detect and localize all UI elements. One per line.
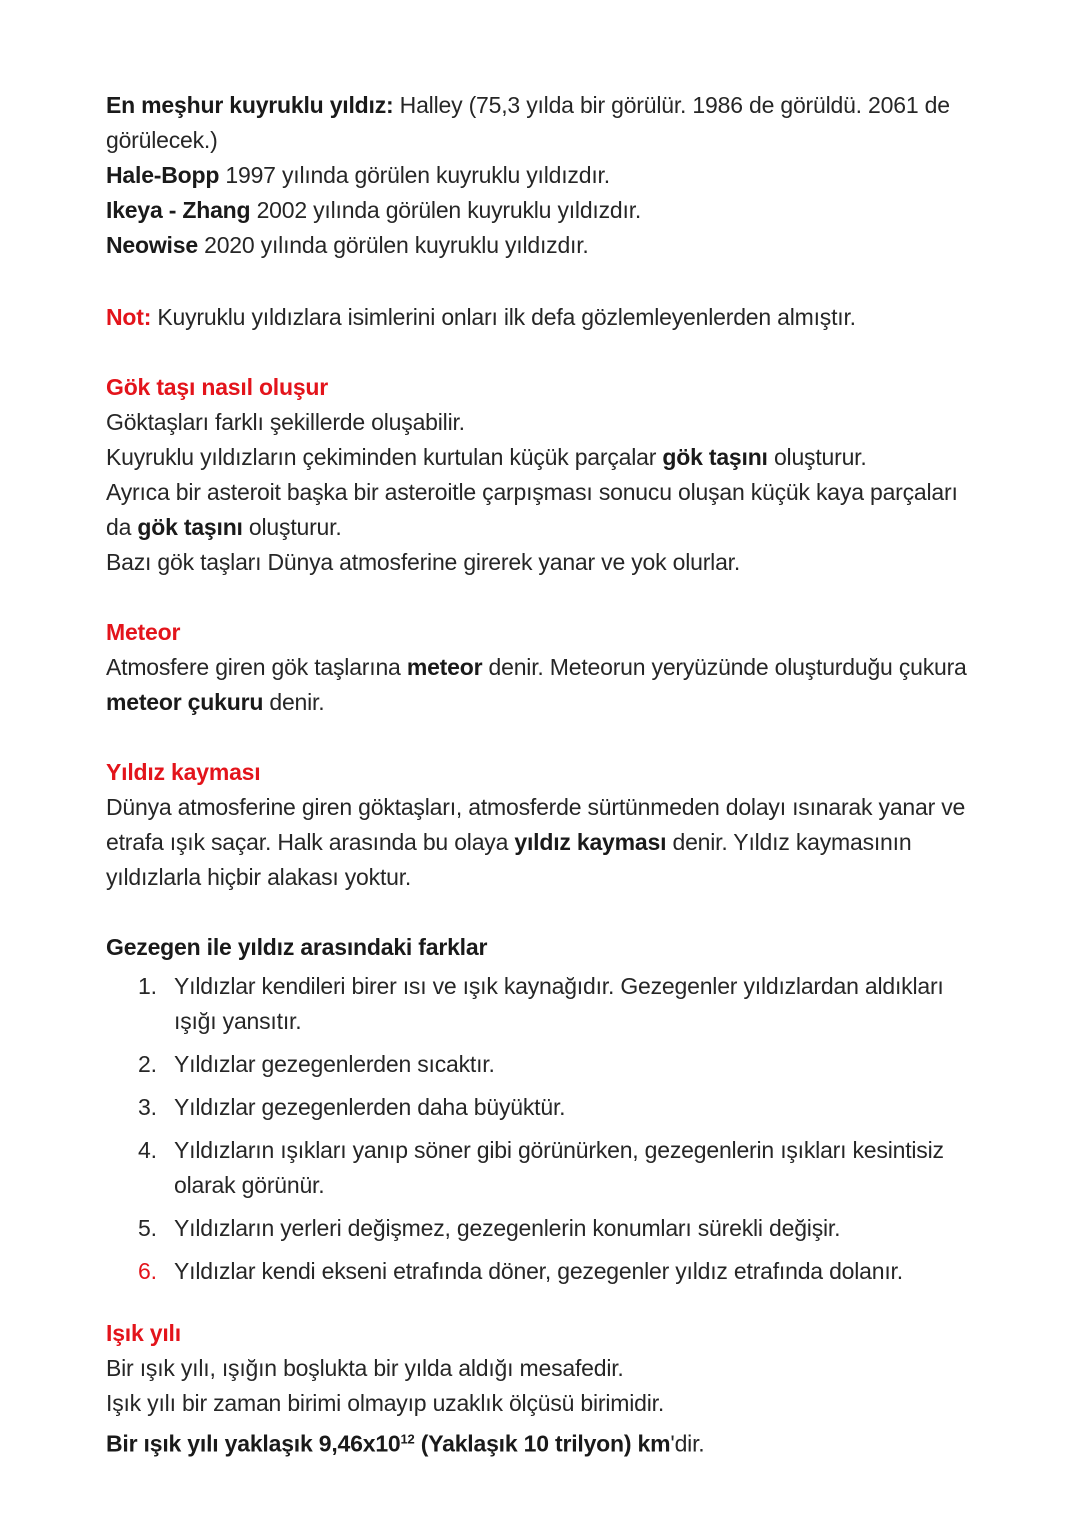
note-text: Kuyruklu yıldızlara isimlerini onları ilk defa gözlemleyenlerden almıştır. (151, 304, 856, 330)
bold-term: meteor (406, 654, 483, 680)
list-text: Yıldızlar kendi ekseni etrafında döner, gezegenler yıldız etrafında dolanır. (174, 1258, 903, 1284)
text-run: denir. Meteorun yeryüzünde oluşturduğu çukura (482, 654, 967, 680)
paragraph-line: Bazı gök taşları Dünya atmosferine girerek yanar ve yok olurlar. (106, 549, 741, 575)
bold-term: meteor çukuru (106, 689, 264, 715)
comet-line (106, 158, 986, 193)
differences-list (106, 969, 986, 1289)
paragraph-line: Bir ışık yılı, ışığın boşlukta bir yılda aldığı mesafedir. (106, 1355, 624, 1381)
document-body (106, 88, 986, 1462)
section-heading-differences: Gezegen ile yıldız arasındaki farklar (106, 934, 488, 960)
text-run: denir. (263, 689, 325, 715)
famous-comet-text: Halley (75,3 yılda bir görülür. 1986 de görüldü. 2061 de görülecek.) (106, 92, 950, 153)
text-run: Atmosfere giren gök taşlarına (106, 654, 407, 680)
paragraph-line (106, 440, 986, 475)
list-text: Yıldızlar gezegenlerden sıcaktır. (174, 1051, 495, 1077)
list-number: 5. (138, 1215, 157, 1241)
comet-name: Neowise (106, 232, 198, 258)
text-run: oluşturur. (767, 444, 867, 470)
list-number: 4. (138, 1137, 157, 1163)
bold-term: gök taşını (662, 444, 768, 470)
list-item (106, 1133, 986, 1203)
bold-term: (Yaklaşık 10 trilyon) km (414, 1430, 671, 1457)
superscript-exponent: 12 (400, 1431, 415, 1446)
section-heading-light-year: Işık yılı (106, 1320, 181, 1346)
text-run: oluşturur. (242, 514, 342, 540)
note-line (106, 300, 986, 335)
comet-name: Ikeya - Zhang (106, 197, 251, 223)
text-run: 'dir. (670, 1430, 705, 1457)
text-run: Ayrıca bir asteroit başka bir asteroitle çarpışması sonucu oluşan küçük kaya parçaları da (106, 479, 958, 540)
comet-line (106, 193, 986, 228)
section-heading-shooting-star: Yıldız kayması (106, 759, 261, 785)
list-item (106, 1047, 986, 1082)
paragraph-line (106, 475, 986, 545)
list-item (106, 1090, 986, 1125)
section-heading-meteoroid: Gök taşı nasıl oluşur (106, 374, 329, 400)
section-heading-meteor: Meteor (106, 619, 181, 645)
bold-term: Bir ışık yılı yaklaşık 9,46x10 (106, 1430, 401, 1457)
comet-text: 2020 yılında görülen kuyruklu yıldızdır. (197, 232, 589, 258)
list-text: Yıldızların ışıkları yanıp söner gibi görünürken, gezegenlerin ışıkları kesintisiz olarak görünür. (174, 1137, 944, 1198)
list-item (106, 969, 986, 1039)
text-run: Kuyruklu yıldızların çekiminden kurtulan küçük parçalar (106, 444, 663, 470)
paragraph (106, 790, 986, 895)
bold-term: gök taşını (137, 514, 243, 540)
comet-text: 1997 yılında görülen kuyruklu yıldızdır. (219, 162, 610, 188)
text-run: Dünya atmosferine giren göktaşları, atmosferde sürtünmeden dolayı ısınarak yanar ve etrafa ışık saçar. Halk arasında bu olaya (106, 794, 966, 855)
paragraph-line: Işık yılı bir zaman birimi olmayıp uzaklık ölçüsü birimidir. (106, 1390, 665, 1416)
note-label: Not: (106, 304, 152, 330)
paragraph-line (106, 1421, 986, 1462)
list-number: 3. (138, 1094, 157, 1120)
famous-comet-label: En meşhur kuyruklu yıldız: (106, 92, 394, 118)
list-number: 2. (138, 1051, 157, 1077)
bold-term: yıldız kayması (514, 829, 667, 855)
paragraph (106, 650, 986, 720)
paragraph-line: Göktaşları farklı şekillerde oluşabilir. (106, 409, 465, 435)
famous-comet-line (106, 88, 986, 158)
text-run: denir. Yıldız kaymasının yıldızlarla hiçbir alakası yoktur. (106, 829, 912, 890)
list-item (106, 1211, 986, 1246)
list-number: 6. (138, 1258, 157, 1284)
comet-name: Hale-Bopp (106, 162, 220, 188)
comet-text: 2002 yılında görülen kuyruklu yıldızdır. (250, 197, 642, 223)
list-text: Yıldızların yerleri değişmez, gezegenlerin konumları sürekli değişir. (174, 1215, 841, 1241)
comet-line (106, 228, 986, 263)
list-text: Yıldızlar kendileri birer ısı ve ışık kaynağıdır. Gezegenler yıldızlardan aldıkları ışığı yansıtır. (174, 973, 944, 1034)
list-text: Yıldızlar gezegenlerden daha büyüktür. (174, 1094, 566, 1120)
list-number: 1. (138, 973, 157, 999)
list-item (106, 1254, 986, 1289)
